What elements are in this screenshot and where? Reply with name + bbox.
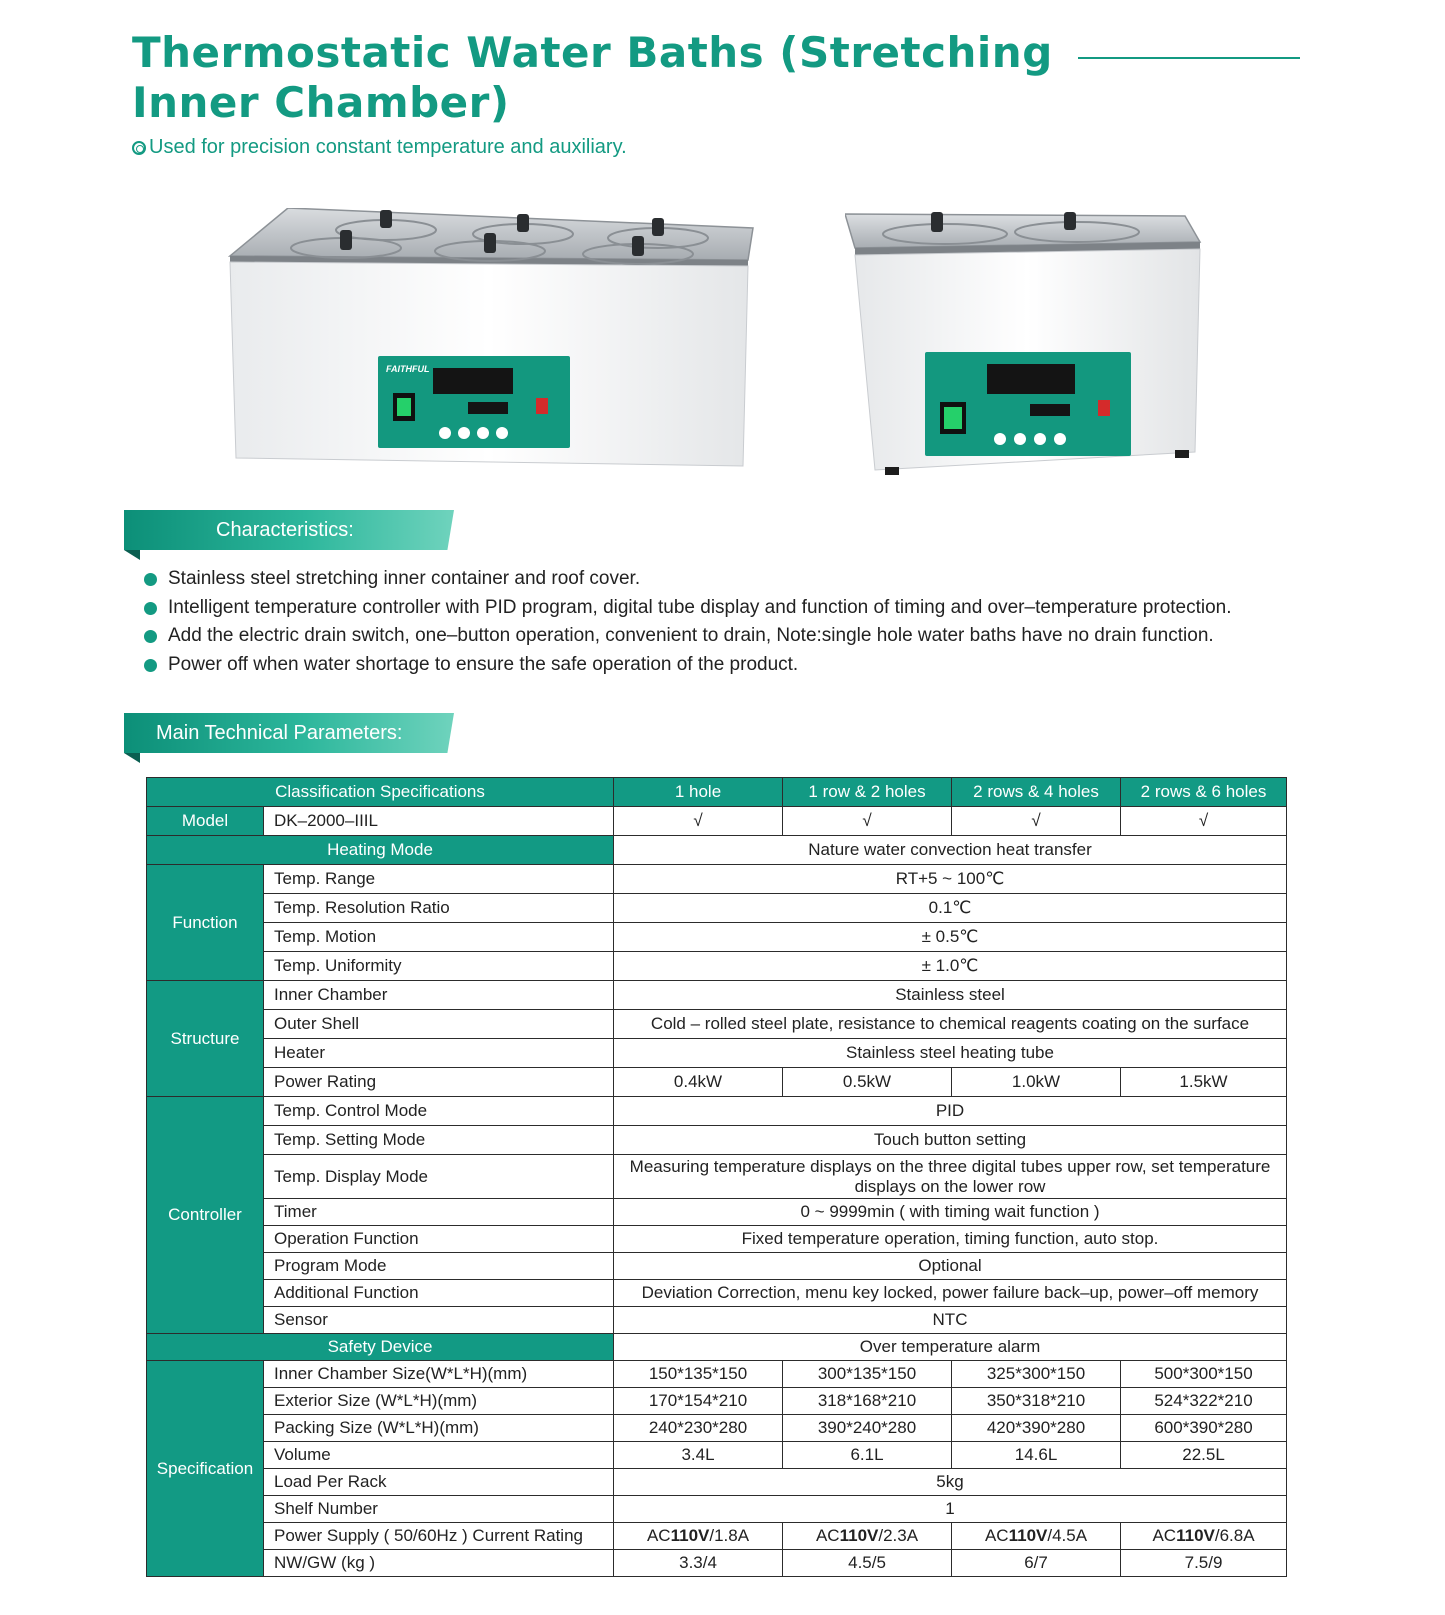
characteristic-item: Add the electric drain switch, one–button operation, convenient to drain, Note:single hole water baths have no drain function. <box>144 622 1232 651</box>
param-value: 524*322*210 <box>1121 1388 1287 1415</box>
param-value: 0.4kW <box>614 1068 783 1097</box>
classification-header: Classification Specifications <box>147 778 614 807</box>
param-name: Temp. Resolution Ratio <box>264 894 614 923</box>
param-value: 3.4L <box>614 1442 783 1469</box>
current: /4.5A <box>1047 1526 1088 1545</box>
characteristic-item: Power off when water shortage to ensure the safe operation of the product. <box>144 651 1232 680</box>
table-row <box>147 923 1287 952</box>
safety-value: Over temperature alarm <box>614 1334 1287 1361</box>
param-value: 3.3/4 <box>614 1550 783 1577</box>
six-hole-water-bath-image <box>228 208 768 478</box>
param-value: 170*154*210 <box>614 1388 783 1415</box>
page-title: Thermostatic Water Baths (Stretching Inner Chamber) <box>132 28 1053 127</box>
characteristics-heading: Characteristics: <box>216 519 354 541</box>
param-value: 318*168*210 <box>783 1388 952 1415</box>
param-name: Temp. Uniformity <box>264 952 614 981</box>
param-name: Outer Shell <box>264 1010 614 1039</box>
param-value: 22.5L <box>1121 1442 1287 1469</box>
voltage: 110V <box>1008 1526 1048 1545</box>
param-name: Temp. Range <box>264 865 614 894</box>
specification-group-label: Specification <box>147 1361 264 1577</box>
subtitle-text: Used for precision constant temperature and auxiliary. <box>149 136 627 158</box>
param-value: 1.0kW <box>952 1068 1121 1097</box>
param-value: 420*390*280 <box>952 1415 1121 1442</box>
param-value: Fixed temperature operation, timing function, auto stop. <box>614 1226 1287 1253</box>
param-value: 300*135*150 <box>783 1361 952 1388</box>
ac-prefix: AC <box>815 1526 840 1545</box>
table-row <box>147 807 1287 836</box>
safety-label: Safety Device <box>147 1334 614 1361</box>
column-header: 2 rows & 4 holes <box>952 778 1121 807</box>
param-value: Stainless steel <box>614 981 1287 1010</box>
table-row <box>147 1010 1287 1039</box>
table-row <box>147 1226 1287 1253</box>
table-row <box>147 1415 1287 1442</box>
controller-group-label: Controller <box>147 1097 264 1334</box>
param-value: 7.5/9 <box>1121 1550 1287 1577</box>
parameters-heading: Main Technical Parameters: <box>156 722 403 744</box>
param-value: 325*300*150 <box>952 1361 1121 1388</box>
table-row <box>147 1039 1287 1068</box>
param-value: 1 <box>614 1496 1287 1523</box>
param-name: Temp. Setting Mode <box>264 1126 614 1155</box>
param-name: Inner Chamber <box>264 981 614 1010</box>
param-name: Heater <box>264 1039 614 1068</box>
table-row <box>147 1307 1287 1334</box>
title-rule <box>1078 57 1300 59</box>
param-value: Touch button setting <box>614 1126 1287 1155</box>
param-value: 0 ~ 9999min ( with timing wait function ) <box>614 1199 1287 1226</box>
param-value: ± 1.0℃ <box>614 952 1287 981</box>
characteristic-item: Stainless steel stretching inner container and roof cover. <box>144 565 1232 594</box>
heating-mode-label: Heating Mode <box>147 836 614 865</box>
function-group-label: Function <box>147 865 264 981</box>
param-name: Sensor <box>264 1307 614 1334</box>
table-row <box>147 836 1287 865</box>
circle-bullet-icon <box>132 141 146 155</box>
table-row <box>147 1361 1287 1388</box>
table-row <box>147 1199 1287 1226</box>
brand-label: FAITHFUL <box>386 364 430 374</box>
param-name: Volume <box>264 1442 614 1469</box>
param-name: Operation Function <box>264 1226 614 1253</box>
param-value: Stainless steel heating tube <box>614 1039 1287 1068</box>
param-name: Power Supply ( 50/60Hz ) Current Rating <box>264 1523 614 1550</box>
param-value: 390*240*280 <box>783 1415 952 1442</box>
table-row <box>147 1068 1287 1097</box>
param-value <box>1121 1523 1287 1550</box>
param-value: 0.5kW <box>783 1068 952 1097</box>
param-value: 6.1L <box>783 1442 952 1469</box>
param-name: Additional Function <box>264 1280 614 1307</box>
ac-prefix: AC <box>984 1526 1009 1545</box>
param-value: 0.1℃ <box>614 894 1287 923</box>
characteristic-item: Intelligent temperature controller with PID program, digital tube display and function of timing and over–temperature protection. <box>144 594 1232 623</box>
param-value: Measuring temperature displays on the three digital tubes upper row, set temperature displays on the lower row <box>614 1155 1287 1199</box>
table-row <box>147 1496 1287 1523</box>
heating-mode-value: Nature water convection heat transfer <box>614 836 1287 865</box>
param-value: Deviation Correction, menu key locked, power failure back–up, power–off memory <box>614 1280 1287 1307</box>
table-row <box>147 952 1287 981</box>
column-header: 1 row & 2 holes <box>783 778 952 807</box>
table-row <box>147 1253 1287 1280</box>
param-name: NW/GW (kg ) <box>264 1550 614 1577</box>
param-value: PID <box>614 1097 1287 1126</box>
param-value: 1.5kW <box>1121 1068 1287 1097</box>
param-value <box>783 1523 952 1550</box>
param-name: Temp. Display Mode <box>264 1155 614 1199</box>
param-value: 150*135*150 <box>614 1361 783 1388</box>
param-value: 6/7 <box>952 1550 1121 1577</box>
table-row <box>147 894 1287 923</box>
check-mark: √ <box>952 807 1121 836</box>
param-name: Power Rating <box>264 1068 614 1097</box>
param-value: NTC <box>614 1307 1287 1334</box>
param-name: Exterior Size (W*L*H)(mm) <box>264 1388 614 1415</box>
param-name: Temp. Control Mode <box>264 1097 614 1126</box>
ac-prefix: AC <box>646 1526 671 1545</box>
ac-prefix: AC <box>1152 1526 1177 1545</box>
two-hole-water-bath-image <box>845 212 1230 487</box>
table-header-row <box>147 778 1287 807</box>
param-value: RT+5 ~ 100℃ <box>614 865 1287 894</box>
check-mark: √ <box>1121 807 1287 836</box>
param-value: 5kg <box>614 1469 1287 1496</box>
table-row <box>147 1155 1287 1199</box>
param-name: Packing Size (W*L*H)(mm) <box>264 1415 614 1442</box>
table-row <box>147 1126 1287 1155</box>
param-name: Load Per Rack <box>264 1469 614 1496</box>
table-row <box>147 1523 1287 1550</box>
table-row <box>147 1097 1287 1126</box>
param-value: 4.5/5 <box>783 1550 952 1577</box>
param-name: Temp. Motion <box>264 923 614 952</box>
table-row <box>147 981 1287 1010</box>
param-name: Shelf Number <box>264 1496 614 1523</box>
technical-parameters-table <box>146 777 1287 1577</box>
table-row <box>147 1280 1287 1307</box>
table-row <box>147 865 1287 894</box>
param-value: 500*300*150 <box>1121 1361 1287 1388</box>
param-value: ± 0.5℃ <box>614 923 1287 952</box>
table-row <box>147 1550 1287 1577</box>
param-value: 240*230*280 <box>614 1415 783 1442</box>
param-name: Program Mode <box>264 1253 614 1280</box>
check-mark: √ <box>783 807 952 836</box>
model-label: Model <box>147 807 264 836</box>
voltage: 110V <box>839 1526 879 1545</box>
param-value: 350*318*210 <box>952 1388 1121 1415</box>
param-value <box>614 1523 783 1550</box>
voltage: 110V <box>670 1526 710 1545</box>
check-mark: √ <box>614 807 783 836</box>
param-value: 14.6L <box>952 1442 1121 1469</box>
column-header: 1 hole <box>614 778 783 807</box>
voltage: 110V <box>1176 1526 1215 1545</box>
param-name: Timer <box>264 1199 614 1226</box>
column-header: 2 rows & 6 holes <box>1121 778 1287 807</box>
table-row <box>147 1388 1287 1415</box>
param-value: Optional <box>614 1253 1287 1280</box>
subtitle <box>132 136 627 159</box>
param-value: 600*390*280 <box>1121 1415 1287 1442</box>
table-row <box>147 1442 1287 1469</box>
table-row <box>147 1334 1287 1361</box>
param-value: Cold – rolled steel plate, resistance to chemical reagents coating on the surface <box>614 1010 1287 1039</box>
current: /6.8A <box>1214 1526 1255 1545</box>
current: /2.3A <box>878 1526 919 1545</box>
param-name: Inner Chamber Size(W*L*H)(mm) <box>264 1361 614 1388</box>
current: /1.8A <box>709 1526 750 1545</box>
model-value: DK–2000–IIIL <box>264 807 614 836</box>
param-value <box>952 1523 1121 1550</box>
characteristics-list <box>144 565 1232 679</box>
structure-group-label: Structure <box>147 981 264 1097</box>
table-row <box>147 1469 1287 1496</box>
